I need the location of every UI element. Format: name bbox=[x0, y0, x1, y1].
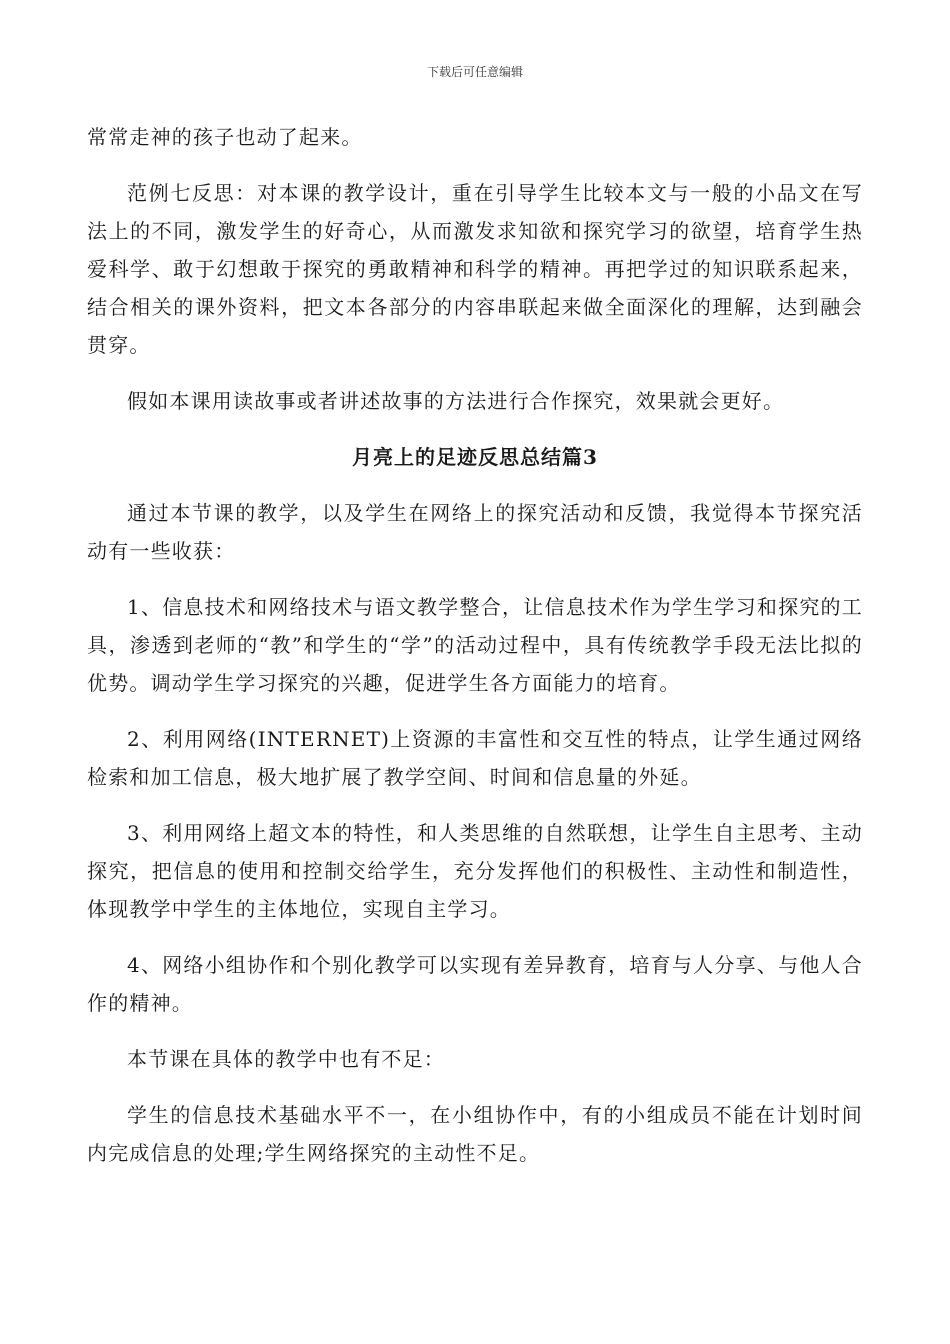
running-header: 下载后可任意编辑 bbox=[426, 65, 523, 79]
paragraph-reflection-example-7: 范例七反思：对本课的教学设计，重在引导学生比较本文与一般的小品文在写法上的不同，激发学生的好奇心，从而激发求知欲和探究学习的欲望，培育学生热爱科学、敢于幻想敢于探究的勇敢精神和科学的精神。再把学过的知识联系起来，结合相关的课外资料，把文本各部分的内容串联起来做全面深化的理解，达到融会贯穿。 bbox=[87, 181, 863, 357]
paragraph-suggestion: 假如本课用读故事或者讲述故事的方法进行合作探究，效果就会更好。 bbox=[127, 389, 785, 413]
paragraph-point-2: 2、利用网络(INTERNET)上资源的丰富性和交互性的特点，让学生通过网络检索和加工信息，极大地扩展了教学空间、时间和信息量的外延。 bbox=[87, 727, 863, 789]
paragraph-point-4: 4、网络小组协作和个别化教学可以实现有差异教育，培育与人分享、与他人合作的精神。 bbox=[87, 953, 863, 1015]
paragraph-shortcomings-intro: 本节课在具体的教学中也有不足： bbox=[127, 1047, 445, 1071]
paragraph-point-1: 1、信息技术和网络技术与语文教学整合，让信息技术作为学生学习和探究的工具，渗透到老师的“教”和学生的“学”的活动过程中，具有传统教学手段无法比拟的优势。调动学生学习探究的兴趣，促进学生各方面能力的培育。 bbox=[87, 595, 863, 695]
document-body bbox=[87, 118, 863, 1190]
paragraph-point-3: 3、利用网络上超文本的特性，和人类思维的自然联想，让学生自主思考、主动探究，把信息的使用和控制交给学生，充分发挥他们的积极性、主动性和制造性，体现教学中学生的主体地位，实现自主学习。 bbox=[87, 821, 863, 921]
paragraph-continuation: 常常走神的孩子也动了起来。 bbox=[87, 125, 363, 149]
section-title: 月亮上的足迹反思总结篇3 bbox=[352, 445, 598, 469]
paragraph-shortcomings: 学生的信息技术基础水平不一，在小组协作中，有的小组成员不能在计划时间内完成信息的处理;学生网络探究的主动性不足。 bbox=[87, 1103, 863, 1165]
paragraph-intro: 通过本节课的教学，以及学生在网络上的探究活动和反馈，我觉得本节探究活动有一些收获： bbox=[87, 501, 863, 563]
